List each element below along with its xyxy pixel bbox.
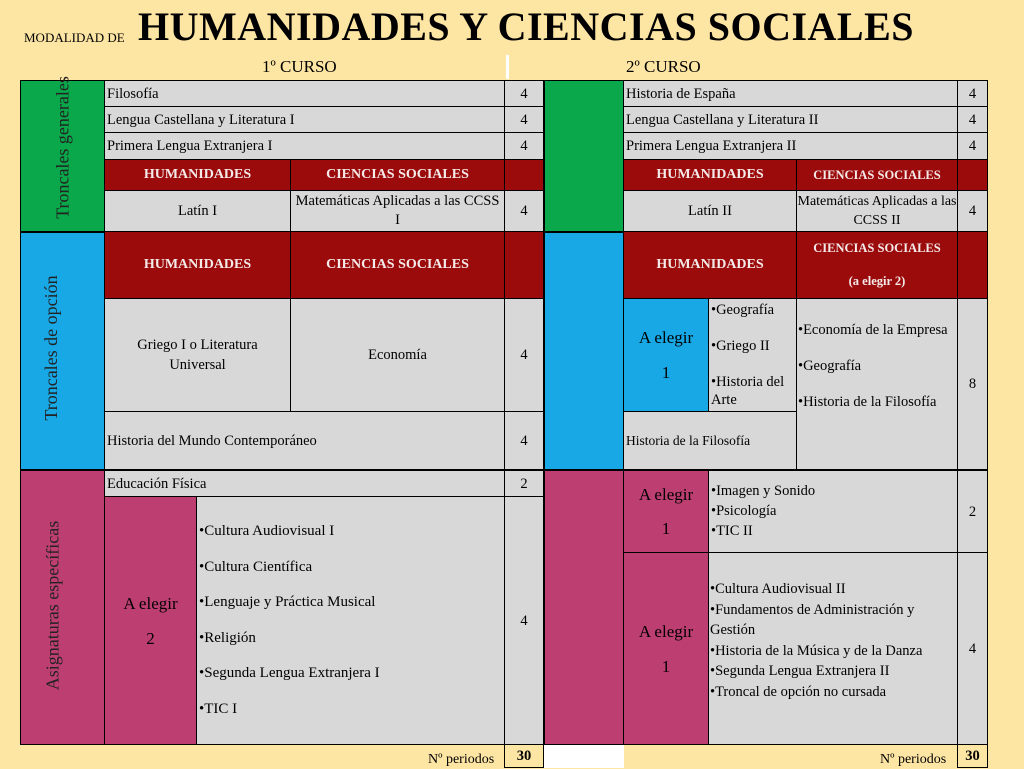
troncales-opcion-label: Troncales de opción	[41, 275, 61, 421]
y2-hours: 2	[957, 470, 988, 553]
list-item: • Cultura Científica	[199, 550, 504, 586]
y2-op-head-note: (a elegir 2)	[848, 274, 906, 288]
y2-subject-historia: Historia de España	[623, 80, 958, 107]
list-item: • Lenguaje y Práctica Musical	[199, 585, 504, 621]
y1-hours: 4	[504, 411, 544, 470]
y2-hours: 4	[957, 552, 988, 745]
y1-historia-mundo: Historia del Mundo Contemporáneo	[104, 411, 505, 470]
list-item: • Griego II	[711, 337, 796, 355]
list-item: • Historia del Arte	[711, 373, 796, 409]
y1-hours: 4	[504, 132, 544, 160]
y2-op-choose-label: A elegir	[638, 328, 694, 347]
y1-subject-lengua: Lengua Castellana y Literatura I	[104, 106, 505, 133]
y1-hours: 2	[504, 470, 544, 497]
y2-op-h-list	[708, 298, 797, 412]
y1-periods-label: Nº periodos	[428, 752, 495, 767]
y2-esp1-choose-label: A elegir	[638, 484, 694, 504]
y2-esp1-choose-box	[623, 470, 709, 553]
y1-head-ciencias-sociales: CIENCIAS SOCIALES	[290, 159, 505, 191]
y1-matematicas: Matemáticas Aplicadas a las CCSS I	[290, 190, 505, 232]
y2-op-choose-box	[623, 298, 709, 412]
y2-hours: 4	[957, 80, 988, 107]
list-item: • Geografía	[798, 355, 957, 377]
list-item: • Historia de la Filosofía	[798, 391, 957, 413]
troncales-opcion-block	[20, 232, 105, 470]
y2-head-ciencias-sociales: CIENCIAS SOCIALES	[796, 159, 958, 191]
troncales-generales-block	[20, 76, 105, 232]
y1-choose-label: A elegir	[123, 593, 178, 613]
troncales-generales-strip	[544, 80, 624, 232]
strip-footer	[544, 745, 624, 768]
especificas-label: Asignaturas específicas	[42, 520, 63, 691]
y2-esp2-choose-number: 1	[661, 656, 671, 676]
y1-choose-box	[104, 496, 197, 745]
y1-head-humanidades: HUMANIDADES	[104, 159, 291, 191]
modality-prefix: MODALIDAD DE	[24, 30, 125, 45]
y1-hours: 4	[504, 106, 544, 133]
y2-op-choose-number: 1	[661, 363, 671, 382]
y1-latin: Latín I	[104, 190, 291, 232]
list-item: • Segunda Lengua Extranjera II	[710, 661, 955, 682]
list-item: • Psicología	[711, 501, 957, 521]
list-item: • Cultura Audiovisual II	[710, 579, 955, 600]
list-item: • Geografía	[711, 301, 796, 319]
y1-hours: 4	[504, 298, 544, 412]
y1-choose-number: 2	[146, 628, 155, 648]
y1-op-head-humanidades: HUMANIDADES	[104, 231, 291, 299]
y2-esp2-choose-label: A elegir	[638, 621, 694, 641]
y1-esp-list	[196, 496, 505, 745]
list-item: • Troncal de opción no cursada	[710, 682, 955, 703]
list-item: • Imagen y Sonido	[711, 481, 957, 501]
y1-educacion-fisica: Educación Física	[104, 470, 505, 497]
y2-subject-primera-lengua: Primera Lengua Extranjera II	[623, 132, 958, 160]
y1-hours: 4	[504, 80, 544, 107]
y2-esp1-choose-number: 1	[661, 518, 671, 538]
list-item: • Fundamentos de Administración y Gestión	[710, 600, 955, 641]
y1-subject-filosofia: Filosofía	[104, 80, 505, 107]
y1-economia: Economía	[290, 298, 505, 412]
y1-periods-total: 30	[504, 744, 544, 768]
list-item: • Cultura Audiovisual I	[199, 514, 504, 550]
y2-hours: 4	[957, 132, 988, 160]
y2-historia-filosofia: Historia de la Filosofía	[623, 411, 797, 470]
list-item: • Economía de la Empresa	[798, 319, 957, 341]
y2-periods-label: Nº periodos	[880, 752, 947, 767]
course2-label: 2º CURSO	[626, 57, 701, 76]
troncales-opcion-strip	[544, 232, 624, 470]
y2-esp2-list	[708, 552, 958, 745]
y2-head-humanidades: HUMANIDADES	[623, 159, 797, 191]
list-item: • Historia de la Música y de la Danza	[710, 641, 955, 662]
y1-hours: 4	[504, 496, 544, 745]
list-item: • TIC II	[711, 521, 957, 541]
y2-latin: Latín II	[623, 190, 797, 232]
y1-griego: Griego I o Literatura Universal	[104, 298, 291, 412]
course1-label: 1º CURSO	[262, 57, 337, 76]
y2-hours: 4	[957, 190, 988, 232]
list-item: • TIC I	[199, 692, 504, 728]
y2-periods-total: 30	[957, 744, 988, 768]
y2-head-empty	[957, 159, 988, 191]
y1-head-empty	[504, 159, 544, 191]
y1-subject-primera-lengua: Primera Lengua Extranjera I	[104, 132, 505, 160]
y1-op-head-ciencias-sociales: CIENCIAS SOCIALES	[290, 231, 505, 299]
page-title: HUMANIDADES Y CIENCIAS SOCIALES	[138, 4, 915, 49]
y2-esp2-choose-box	[623, 552, 709, 745]
y2-op-head-title: CIENCIAS SOCIALES	[813, 241, 941, 255]
y2-op-head-empty	[957, 231, 988, 299]
list-item: • Segunda Lengua Extranjera I	[199, 656, 504, 692]
y2-op-head-humanidades: HUMANIDADES	[623, 231, 797, 299]
y1-hours: 4	[504, 190, 544, 232]
y2-hours: 8	[957, 298, 988, 470]
troncales-generales-label: Troncales generales	[52, 76, 73, 219]
y2-hours: 4	[957, 106, 988, 133]
especificas-block	[20, 470, 105, 745]
y1-op-head-empty	[504, 231, 544, 299]
especificas-strip	[544, 470, 624, 745]
list-item: • Religión	[199, 621, 504, 657]
course-divider	[506, 55, 509, 79]
y2-op-c-list	[796, 298, 958, 470]
y2-subject-lengua: Lengua Castellana y Literatura II	[623, 106, 958, 133]
y2-op-head-ciencias-sociales	[796, 231, 958, 299]
y2-matematicas: Matemáticas Aplicadas a las CCSS II	[796, 190, 958, 232]
y2-esp1-list	[708, 470, 958, 553]
